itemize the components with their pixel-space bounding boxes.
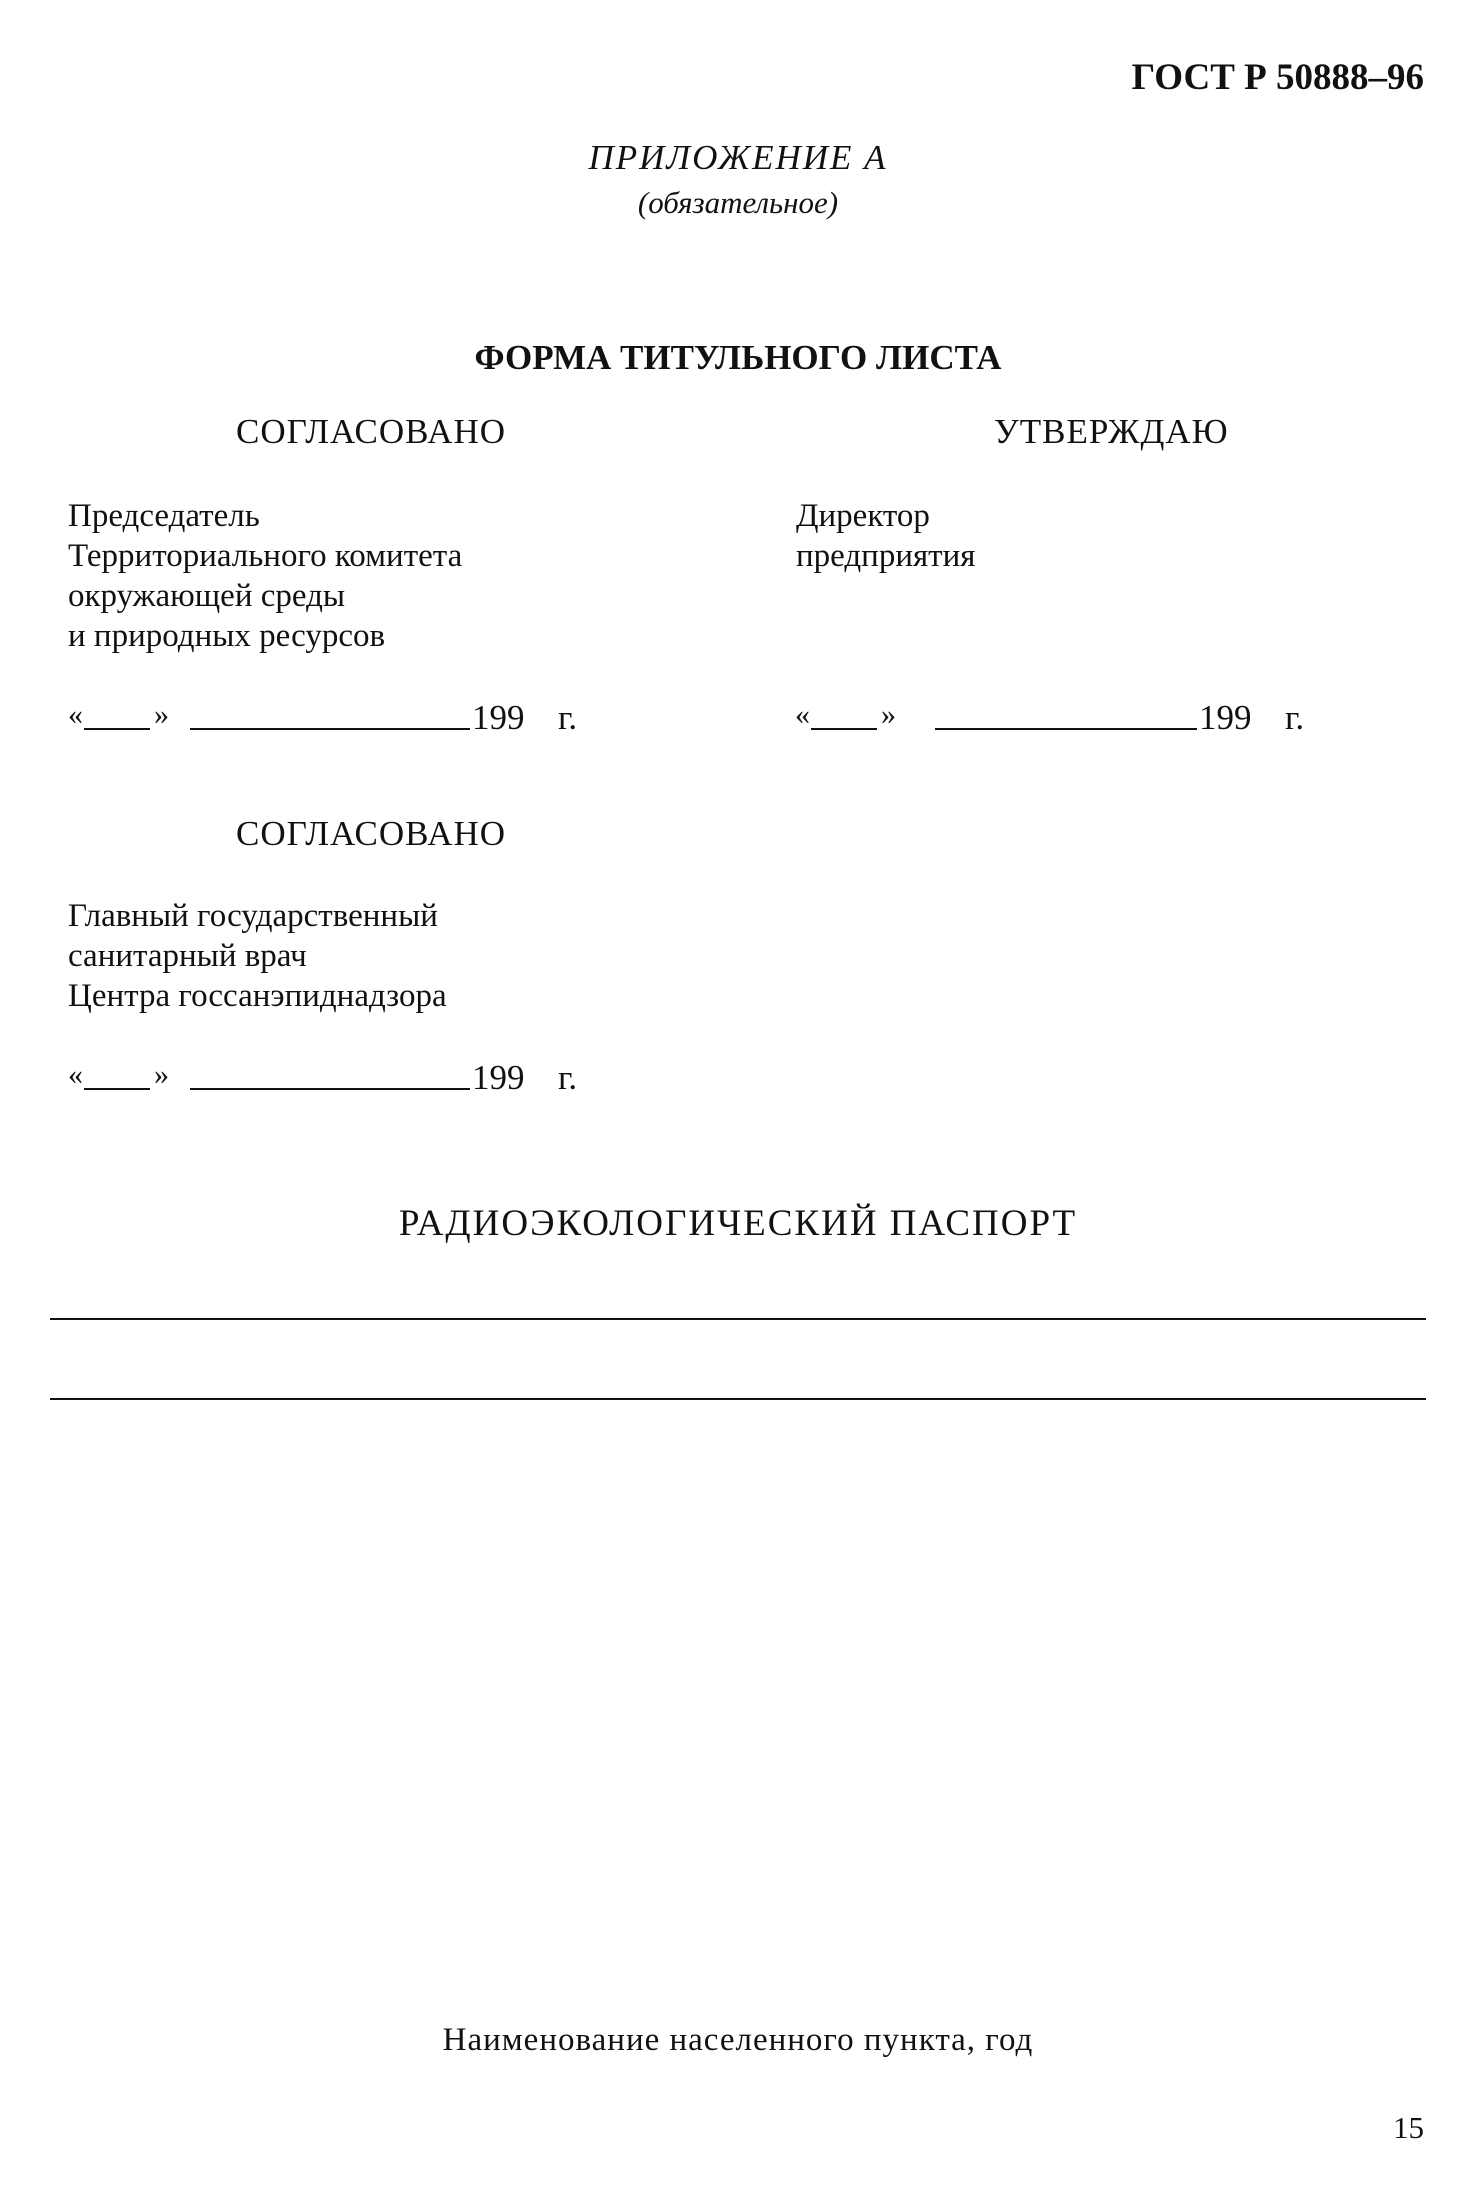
signatory-line: Председатель bbox=[68, 498, 260, 534]
signatory-line: Территориального комитета bbox=[68, 538, 463, 574]
signatory-line: Главный государственный bbox=[68, 898, 438, 934]
month-blank[interactable] bbox=[190, 698, 470, 730]
signatory-line: Директор bbox=[796, 498, 930, 534]
month-blank[interactable] bbox=[935, 698, 1197, 730]
year-suffix: г. bbox=[1285, 698, 1305, 737]
month-blank[interactable] bbox=[190, 1058, 470, 1090]
date-close-quote: » bbox=[154, 698, 169, 731]
signatory-line: окружающей среды bbox=[68, 578, 346, 614]
form-title: ФОРМА ТИТУЛЬНОГО ЛИСТА bbox=[474, 338, 1002, 377]
approval-heading-agreed-1: СОГЛАСОВАНО bbox=[236, 412, 507, 451]
date-open-quote: « bbox=[68, 698, 83, 731]
year-prefix: 199 bbox=[1199, 698, 1252, 737]
place-caption: Наименование населенного пункта, год bbox=[442, 2022, 1034, 2058]
date-open-quote: « bbox=[795, 698, 810, 731]
signatory-line: предприятия bbox=[796, 538, 976, 574]
approval-signatory-1 bbox=[68, 496, 462, 656]
approval-signatory-3 bbox=[68, 896, 447, 1016]
date-open-quote: « bbox=[68, 1058, 83, 1091]
approval-signatory-2 bbox=[796, 496, 975, 576]
appendix-title: ПРИЛОЖЕНИЕ А bbox=[588, 138, 888, 177]
signatory-line: Центра госсанэпиднадзора bbox=[68, 978, 447, 1014]
date-close-quote: » bbox=[881, 698, 896, 731]
year-prefix: 199 bbox=[472, 1058, 525, 1097]
appendix-note: (обязательное) bbox=[637, 185, 839, 220]
document-code: ГОСТ Р 50888–96 bbox=[1131, 57, 1424, 98]
blank-fill-line-2[interactable] bbox=[50, 1398, 1426, 1400]
signatory-line: и природных ресурсов bbox=[68, 618, 386, 654]
year-suffix: г. bbox=[558, 698, 578, 737]
day-blank[interactable] bbox=[811, 698, 877, 730]
blank-fill-line-1[interactable] bbox=[50, 1318, 1426, 1320]
date-close-quote: » bbox=[154, 1058, 169, 1091]
day-blank[interactable] bbox=[84, 1058, 150, 1090]
year-prefix: 199 bbox=[472, 698, 525, 737]
page-number: 15 bbox=[1393, 2110, 1424, 2145]
year-suffix: г. bbox=[558, 1058, 578, 1097]
passport-title: РАДИОЭКОЛОГИЧЕСКИЙ ПАСПОРТ bbox=[398, 1203, 1078, 1244]
approval-heading-approve: УТВЕРЖДАЮ bbox=[994, 412, 1229, 451]
approval-heading-agreed-2: СОГЛАСОВАНО bbox=[236, 814, 507, 853]
day-blank[interactable] bbox=[84, 698, 150, 730]
signatory-line: санитарный врач bbox=[68, 938, 307, 974]
